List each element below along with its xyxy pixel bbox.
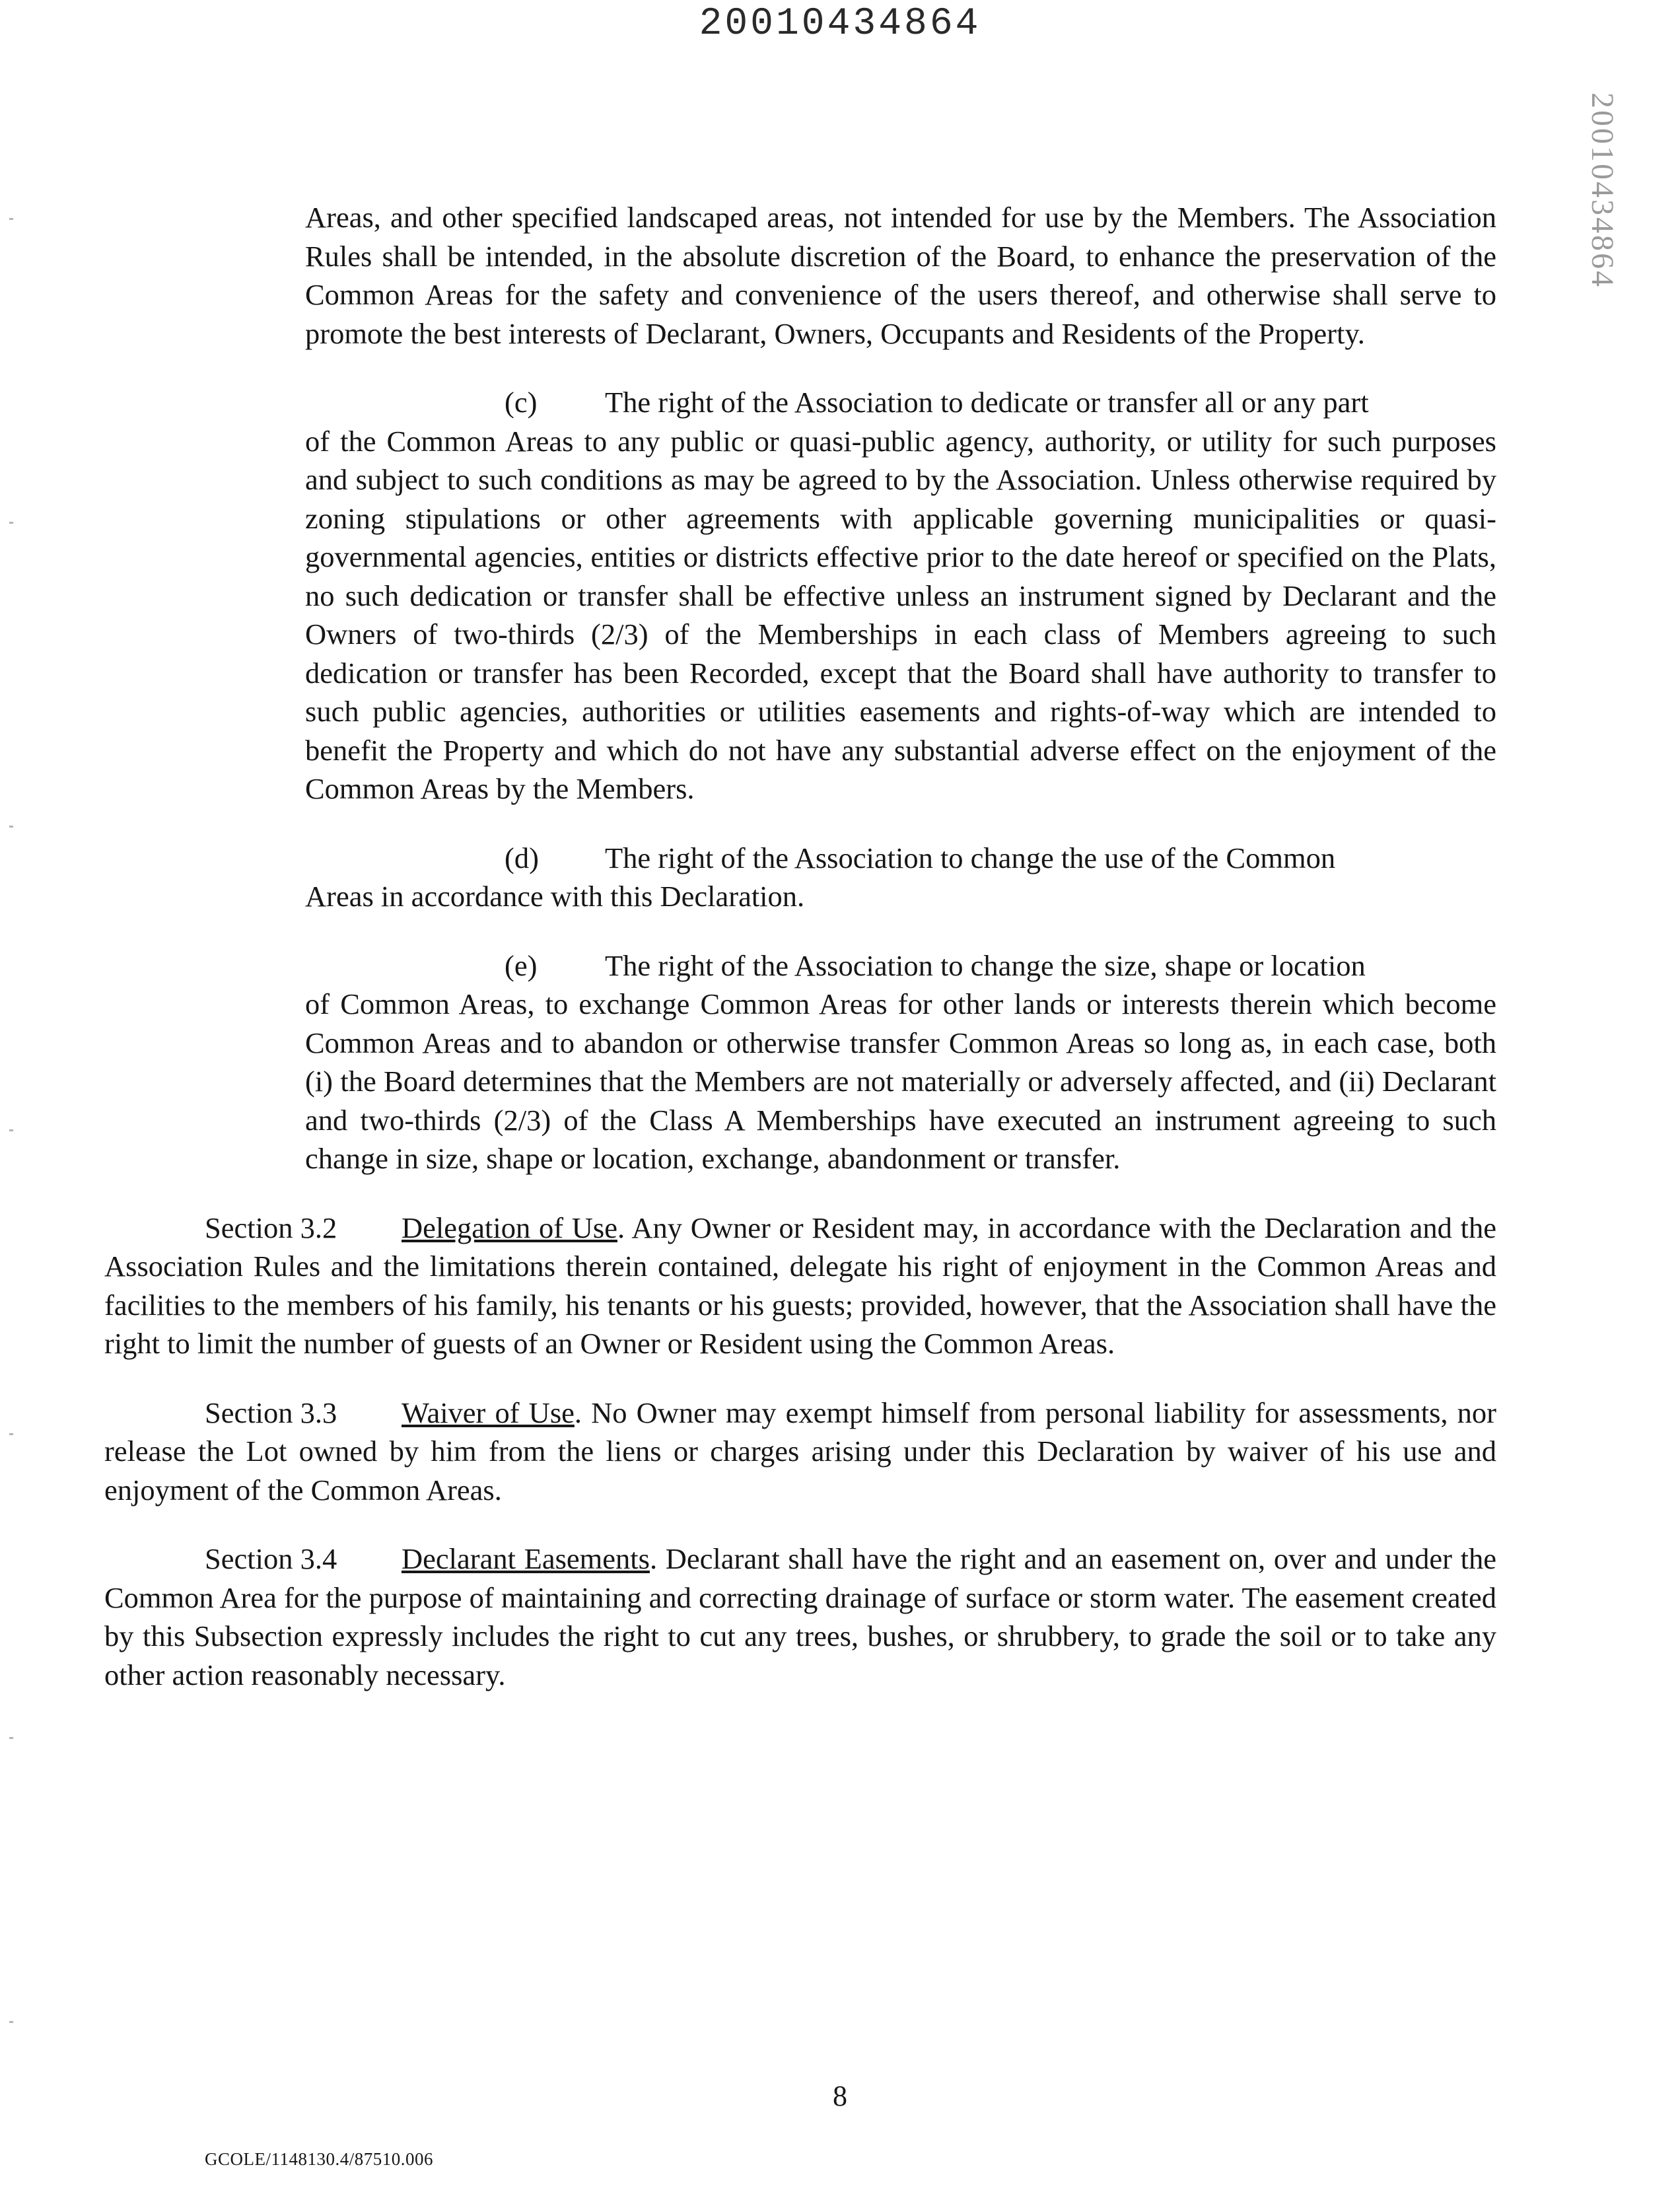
- subsection-d-first-text: The right of the Association to change the use of the Common: [605, 841, 1336, 874]
- subsection-e-text: of Common Areas, to exchange Common Areas for other lands or interests therein which become Common Areas and to abandon or otherwise transfer Common Areas so long as, in each case, both (i) the Board determines that the Members are not materially or adversely affected, and (ii) Declarant and two-thirds (2/3) of the Class A Memberships have executed an instrument agreeing to such change in size, shape or location, exchange, abandonment or transfer.: [305, 987, 1496, 1175]
- scan-mark: [9, 2021, 13, 2023]
- section-3-4: [104, 1540, 1496, 1694]
- section-3-2-title: Delegation of Use: [402, 1211, 617, 1244]
- scan-mark: [9, 218, 13, 220]
- scan-mark: [9, 522, 13, 524]
- side-stamp: [1585, 92, 1625, 304]
- scan-mark: [9, 1737, 13, 1739]
- subsection-e-first-line: [305, 946, 1496, 985]
- subsection-d-text: Areas in accordance with this Declaration.: [305, 880, 805, 913]
- subsection-e-first-text: The right of the Association to change the size, shape or location: [605, 948, 1366, 982]
- section-3-3-number: Section 3.3: [205, 1396, 337, 1429]
- section-3-4-title: Declarant Easements: [402, 1542, 650, 1575]
- page-number: 8: [833, 2080, 847, 2112]
- subsection-e-label: (e): [505, 948, 538, 982]
- side-stamp-text: 20010434864: [1585, 92, 1620, 289]
- section-3-3-text: . No Owner may exempt himself from personal liability for assessments, nor release the Lot owned by him from the liens or charges arising under this Declaration by waiver of his use and enjoyment of the Common Areas.: [104, 1396, 1496, 1507]
- document-code: GCOLE/1148130.4/87510.006: [205, 2149, 433, 2169]
- section-3-2-text: . Any Owner or Resident may, in accordance with the Declaration and the Association Rules and the limitations therein contained, delegate his right of enjoyment in the Common Areas and facilities to the members of his family, his tenants or his guests; provided, however, that the Association shall have the right to limit the number of guests of an Owner or Resident using the Common Areas.: [104, 1211, 1496, 1360]
- section-3-2-number: Section 3.2: [205, 1211, 337, 1244]
- subsection-c-first-text: The right of the Association to dedicate or transfer all or any part: [605, 386, 1369, 419]
- subsection-d-label: (d): [505, 841, 539, 874]
- subsection-e: [205, 946, 1496, 1178]
- continuation-text: Areas, and other specified landscaped areas, not intended for use by the Members. The Association Rules shall be intended, in the absolute discretion of the Board, to enhance the preservation of the Common Areas for the safety and convenience of the users thereof, and otherwise shall serve to promote the best interests of Declarant, Owners, Occupants and Residents of the Property.: [305, 201, 1496, 350]
- subsection-c: [205, 383, 1496, 808]
- continuation-paragraph: [205, 198, 1496, 353]
- section-3-3-title: Waiver of Use: [402, 1396, 575, 1429]
- recording-number: 20010434864: [699, 3, 981, 46]
- subsection-d: [205, 839, 1496, 916]
- subsection-c-text: of the Common Areas to any public or quasi-public agency, authority, or utility for such purposes and subject to such conditions as may be agreed to by the Association. Unless otherwise required by zoning stipulations or other agreements with applicable governing municipalities or quasi-governmental agencies, entities or districts effective prior to the date hereof or specified on the Plats, no such dedication or transfer shall be effective unless an instrument signed by Declarant and the Owners of two-thirds (2/3) of the Memberships in each class of Members agreeing to such dedication or transfer has been Recorded, except that the Board shall have authority to transfer to such public agencies, authorities or utilities easements and rights-of-way which are intended to benefit the Property and which do not have any substantial adverse effect on the enjoyment of the Common Areas by the Members.: [305, 424, 1496, 805]
- subsection-c-first-line: [305, 383, 1496, 422]
- subsection-c-label: (c): [505, 386, 538, 419]
- section-3-4-number: Section 3.4: [205, 1542, 337, 1575]
- section-3-2: [104, 1209, 1496, 1363]
- scan-mark: [9, 1433, 13, 1435]
- scan-mark: [9, 1129, 13, 1131]
- section-3-4-text: . Declarant shall have the right and an easement on, over and under the Common Area for the purpose of maintaining and correcting drainage of surface or storm water. The easement created by this Subsection expressly includes the right to cut any trees, bushes, or shrubbery, to grade the soil or to take any other action reasonably necessary.: [104, 1542, 1496, 1691]
- section-3-3: [104, 1394, 1496, 1510]
- subsection-d-first-line: [305, 839, 1496, 878]
- scan-mark: [9, 826, 13, 828]
- document-body: [104, 198, 1496, 1724]
